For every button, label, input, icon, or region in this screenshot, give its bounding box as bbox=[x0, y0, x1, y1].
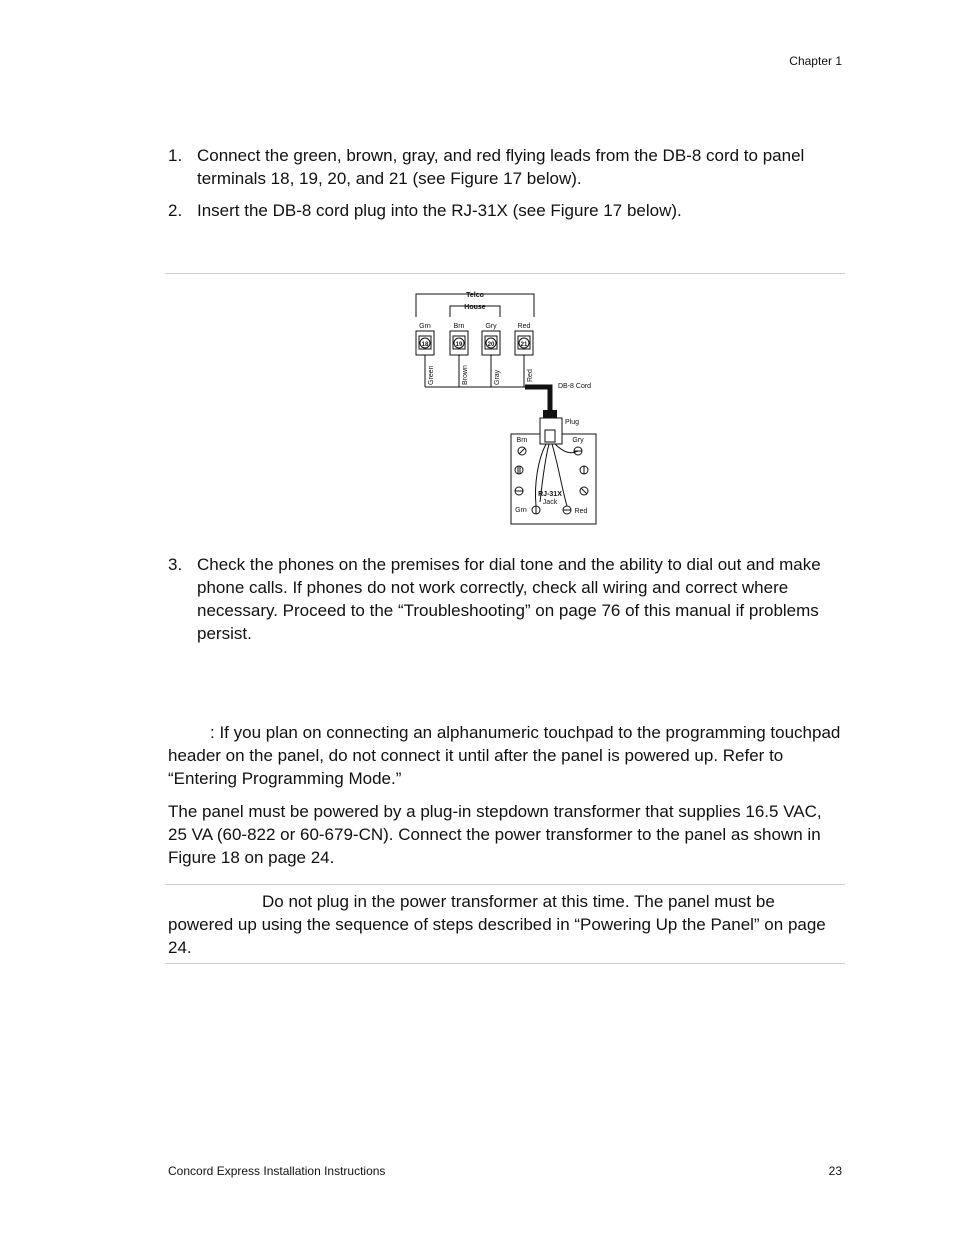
terminal-18 bbox=[416, 323, 434, 355]
note-text: : If you plan on connecting an alphanumeric touchpad to the programming touchpad header on the panel, do not connect it until after the panel is powered up. Refer to “Entering Programming Mode.” bbox=[168, 723, 841, 788]
list-item bbox=[168, 199, 848, 222]
wire-label-green: Green bbox=[428, 365, 435, 385]
terminal-color-label: Red bbox=[517, 323, 531, 330]
plug-body bbox=[543, 410, 557, 418]
plug-label: Plug bbox=[565, 419, 580, 426]
terminal-color-label: Grn bbox=[419, 323, 431, 330]
caution-top-rule bbox=[165, 884, 845, 885]
rj31x-label: RJ-31X bbox=[538, 491, 562, 498]
note-block bbox=[168, 721, 842, 879]
step-number: 1. bbox=[168, 146, 183, 165]
page-number: 23 bbox=[828, 1164, 842, 1178]
wiring-diagram bbox=[400, 284, 610, 529]
terminal-number: 21 bbox=[520, 342, 528, 348]
terminal-20 bbox=[482, 323, 500, 355]
step-text: Check the phones on the premises for dial tone and the ability to dial out and make phone calls. If phones do not work correctly, check all wiring and correct where necessary. Proceed to the “Troubleshooting” on page 76 of this manual if problems persist. bbox=[197, 555, 821, 643]
wire-label-gray: Gray bbox=[494, 369, 501, 385]
db8-cord-label: DB-8 Cord bbox=[558, 383, 592, 390]
jack-label: Jack bbox=[542, 499, 558, 506]
steps-list-top bbox=[168, 144, 848, 231]
house-label: House bbox=[464, 304, 486, 311]
db8-cord bbox=[525, 387, 550, 412]
caution-bottom-rule bbox=[165, 963, 845, 964]
jack-label-gry: Gry bbox=[572, 437, 584, 444]
caution-block bbox=[168, 890, 842, 969]
wire-label-red: Red bbox=[527, 369, 534, 382]
footer-title: Concord Express Installation Instructions bbox=[168, 1164, 386, 1178]
wire-label-brown: Brown bbox=[462, 365, 469, 385]
chapter-header: Chapter 1 bbox=[789, 54, 842, 68]
figure-top-rule bbox=[165, 273, 845, 274]
telco-label: Telco bbox=[466, 292, 484, 299]
terminal-number: 19 bbox=[455, 342, 463, 348]
terminal-19 bbox=[450, 323, 468, 355]
jack-label-red: Red bbox=[574, 508, 588, 515]
jack-label-brn: Brn bbox=[516, 437, 528, 444]
terminal-color-label: Gry bbox=[485, 323, 497, 330]
power-paragraph: The panel must be powered by a plug-in stepdown transformer that supplies 16.5 VAC, 25 VA (60-822 or 60-679-CN). Connect the power transformer to the panel as shown in Figure 18 on page 24. bbox=[168, 802, 822, 867]
plug-tab bbox=[545, 430, 555, 442]
list-item bbox=[168, 144, 848, 190]
terminal-21 bbox=[515, 323, 533, 355]
list-item bbox=[168, 553, 848, 645]
step-number: 2. bbox=[168, 201, 183, 220]
jack-label-grn: Grn bbox=[515, 507, 527, 514]
terminal-number: 18 bbox=[421, 342, 429, 348]
step-number: 3. bbox=[168, 555, 183, 574]
caution-text: Do not plug in the power transformer at this time. The panel must be powered up using the sequence of steps described in “Powering Up the Panel” on page 24. bbox=[168, 892, 826, 957]
step-text: Connect the green, brown, gray, and red flying leads from the DB-8 cord to panel terminals 18, 19, 20, and 21 (see Figure 17 below). bbox=[197, 146, 805, 188]
step-text: Insert the DB-8 cord plug into the RJ-31X (see Figure 17 below). bbox=[197, 201, 682, 220]
steps-list-bottom bbox=[168, 553, 848, 654]
terminal-number: 20 bbox=[487, 342, 495, 348]
terminal-color-label: Brn bbox=[453, 323, 465, 330]
